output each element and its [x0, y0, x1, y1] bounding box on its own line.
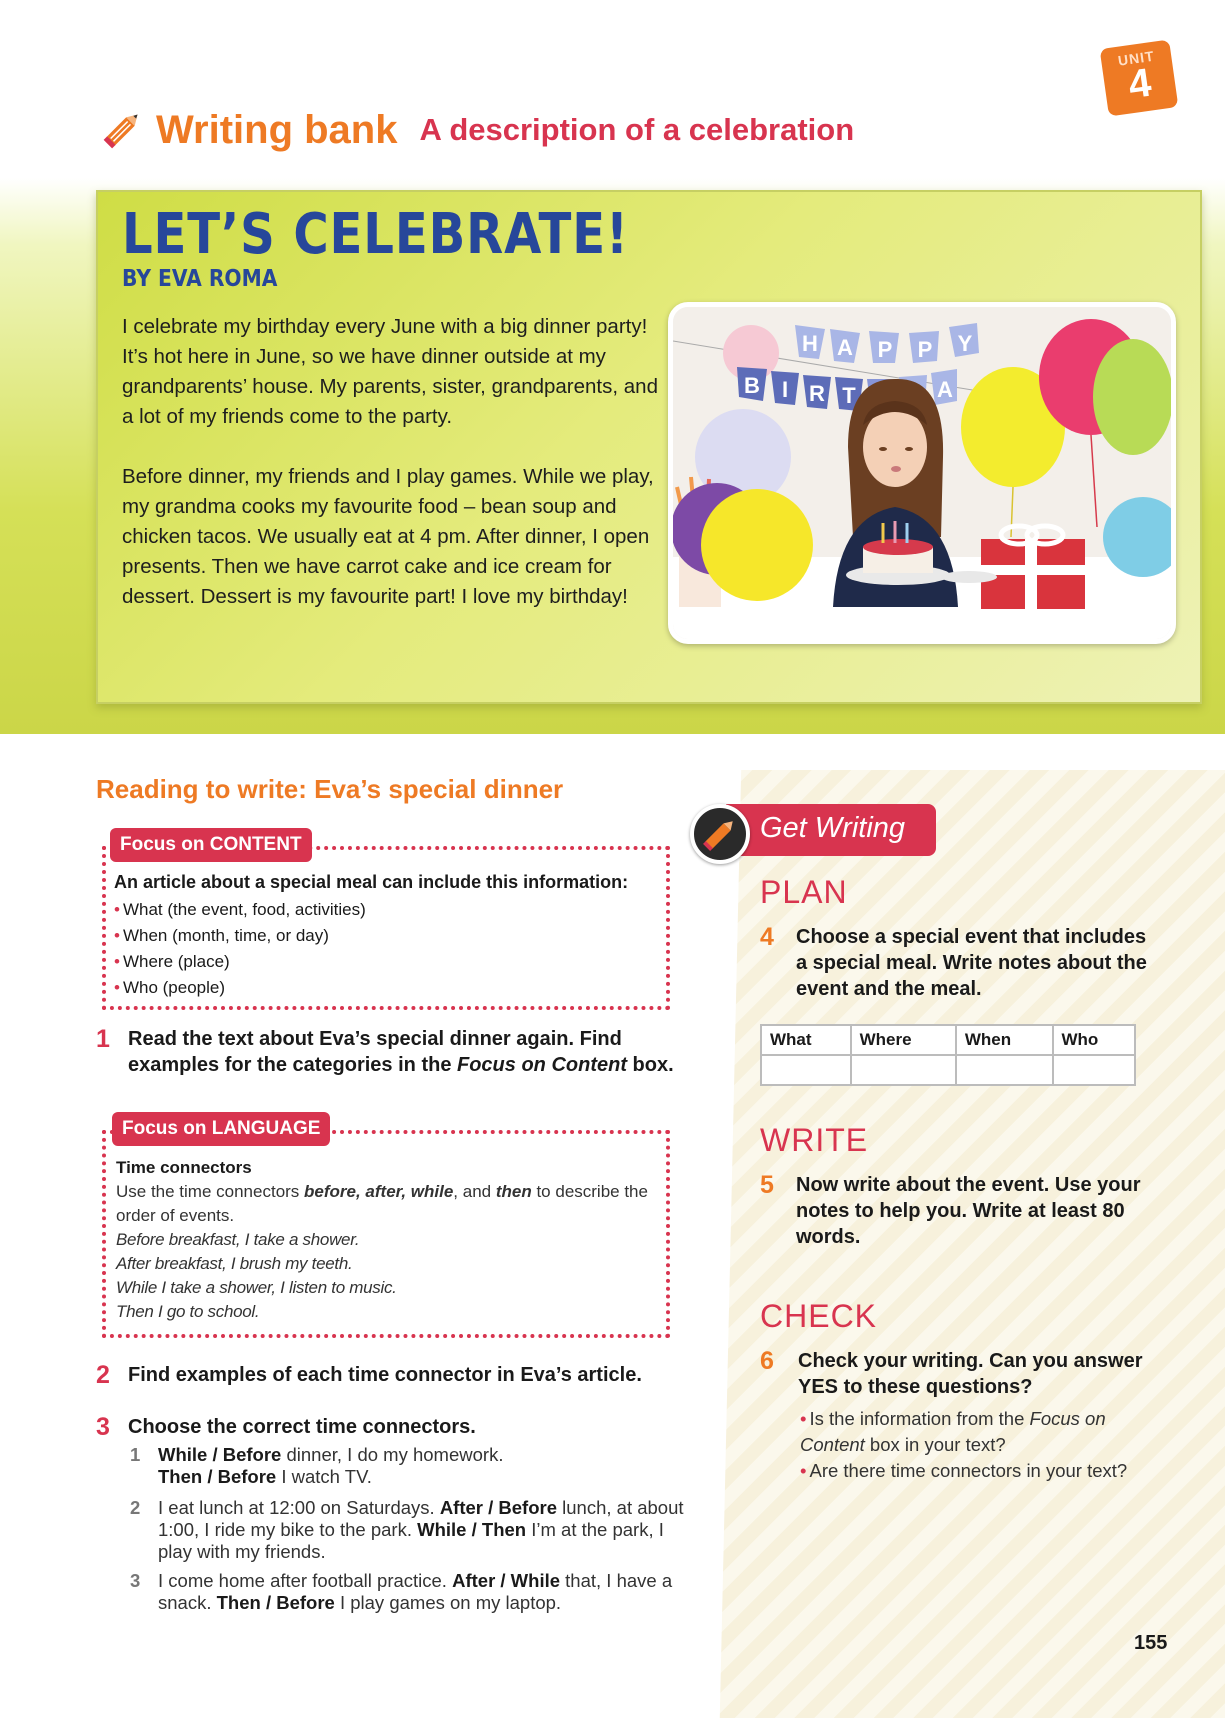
article-paragraph: Before dinner, my friends and I play games. While we play, my grandma cooks my favourite food – bean soup and chicken tacos. We usually eat at 4 pm. After dinner, I open presents. Then we have carrot cake and ice cream for dessert. Dessert is my favourite part! I love my birthday!: [122, 465, 654, 608]
banner-letter: P: [917, 337, 933, 362]
task-text: Read the text about Eva’s special dinner again. Find examples for the categories in the Focus on Content box.: [128, 1028, 674, 1076]
exercise-number: 2: [130, 1497, 141, 1518]
write-heading: WRITE: [760, 1122, 869, 1158]
plates: [941, 571, 997, 583]
list-item: • Who (people): [114, 978, 226, 997]
banner-letter: A: [937, 377, 953, 402]
table-cell[interactable]: [956, 1055, 1053, 1085]
example-sentence: While I take a shower, I listen to music.: [116, 1278, 397, 1297]
exercise-text: I come home after football practice. After / While that, I have a snack. Then / Before I play games on my laptop.: [158, 1570, 673, 1613]
task-3: [96, 1414, 716, 1440]
focus-content-lead: An article about a special meal can include this information:: [114, 872, 629, 892]
green-balloon: [1093, 339, 1171, 455]
article-byline: BY EVA ROMA: [122, 266, 278, 292]
table-cell[interactable]: [761, 1055, 851, 1085]
pencil-icon: [694, 808, 746, 860]
task-6: [760, 1348, 1150, 1400]
list-item: • Is the information from the Focus on Content box in your text?: [800, 1408, 1106, 1455]
banner-letter: R: [809, 381, 825, 406]
unit-number: 4: [1125, 60, 1154, 108]
list-item: • When (month, time, or day): [114, 926, 329, 945]
article-title: LET’S CELEBRATE!: [122, 202, 629, 267]
banner-letter: H: [802, 331, 818, 356]
table-header: What: [761, 1025, 851, 1055]
focus-content-tag: Focus on CONTENT: [110, 828, 312, 862]
exercise-text: I eat lunch at 12:00 on Saturdays. After / Before lunch, at about 1:00, I ride my bike to the park. While / Then I’m at the park, I play with my friends.: [158, 1497, 684, 1562]
focus-language-body: [116, 1156, 664, 1324]
task-number: 5: [760, 1171, 774, 1199]
example-sentence: Before breakfast, I take a shower.: [116, 1230, 360, 1249]
check-heading: CHECK: [760, 1298, 878, 1334]
check-list: [800, 1406, 1130, 1484]
table-header: Who: [1053, 1025, 1136, 1055]
task-text: Choose the correct time connectors.: [128, 1416, 476, 1438]
section-subtitle: A description of a celebration: [419, 112, 855, 147]
banner-letter: I: [781, 377, 789, 402]
banner-letter: P: [877, 337, 893, 362]
pencil-icon: [96, 104, 148, 156]
birthday-illustration: [673, 307, 1171, 639]
table-cell[interactable]: [1053, 1055, 1136, 1085]
reading-title: Reading to write: Eva’s special dinner: [96, 774, 564, 804]
table-header: Where: [851, 1025, 956, 1055]
exercise-item: [130, 1444, 690, 1488]
task-2: [96, 1362, 716, 1388]
focus-language-intro: Use the time connectors before, after, while, and then to describe the order of events.: [116, 1182, 648, 1225]
banner-letter: A: [837, 335, 853, 360]
task-number: 2: [96, 1361, 110, 1389]
pencil-badge-icon: [690, 804, 750, 864]
yellow-balloon: [701, 489, 813, 601]
article-body: [122, 312, 662, 612]
task-text: Choose a special event that includes a special meal. Write notes about the event and the meal.: [796, 926, 1147, 1000]
banner-letter: Y: [957, 331, 973, 356]
focus-content-body: [114, 872, 664, 1001]
task-text: Find examples of each time connector in Eva’s article.: [128, 1364, 642, 1386]
task-5: [760, 1172, 1150, 1250]
page-number: 155: [1134, 1632, 1168, 1654]
plan-table: [760, 1024, 1136, 1086]
task-number: 1: [96, 1025, 110, 1053]
exercise-text: While / Before dinner, I do my homework. Then / Before I watch TV.: [158, 1444, 504, 1487]
article-paragraph: I celebrate my birthday every June with a big dinner party! It’s hot here in June, so we have dinner outside at my grandparents’ house. My parents, sister, grandparents, and a lot of my friends come to the party.: [122, 315, 658, 428]
get-writing-banner: Get Writing: [726, 804, 936, 856]
unit-label: UNIT: [1116, 47, 1156, 69]
unit-tab: [1100, 39, 1179, 116]
example-sentence: After breakfast, I brush my teeth.: [116, 1254, 353, 1273]
list-item: • What (the event, food, activities): [114, 900, 366, 919]
section-title: Writing bank: [156, 107, 398, 152]
list-item: • Where (place): [114, 952, 230, 971]
exercise-item: [130, 1570, 690, 1614]
table-header: When: [956, 1025, 1053, 1055]
task-4: [760, 924, 1150, 1002]
example-sentence: Then I go to school.: [116, 1302, 260, 1321]
list-item: • Are there time connectors in your text?: [800, 1460, 1128, 1481]
page-header: [96, 104, 854, 156]
banner-letter: T: [842, 383, 856, 408]
task-number: 3: [96, 1413, 110, 1441]
exercise-item: [130, 1497, 690, 1563]
birthday-photo: [668, 302, 1176, 644]
focus-language-lead: Time connectors: [116, 1158, 252, 1177]
task-1: [96, 1026, 696, 1078]
task-text: Now write about the event. Use your notes to help you. Write at least 80 words.: [796, 1174, 1141, 1248]
table-header-row: [761, 1025, 1135, 1055]
exercise-number: 1: [130, 1444, 141, 1465]
plan-heading: PLAN: [760, 874, 848, 910]
focus-language-tag: Focus on LANGUAGE: [112, 1112, 330, 1146]
table-row: [761, 1055, 1135, 1085]
task-text: Check your writing. Can you answer YES to these questions?: [798, 1350, 1143, 1398]
exercise-number: 3: [130, 1570, 141, 1591]
banner-letter: B: [744, 373, 760, 398]
task-number: 4: [760, 923, 774, 951]
focus-content-list: [114, 897, 664, 1001]
table-cell[interactable]: [851, 1055, 956, 1085]
task-number: 6: [760, 1347, 774, 1375]
